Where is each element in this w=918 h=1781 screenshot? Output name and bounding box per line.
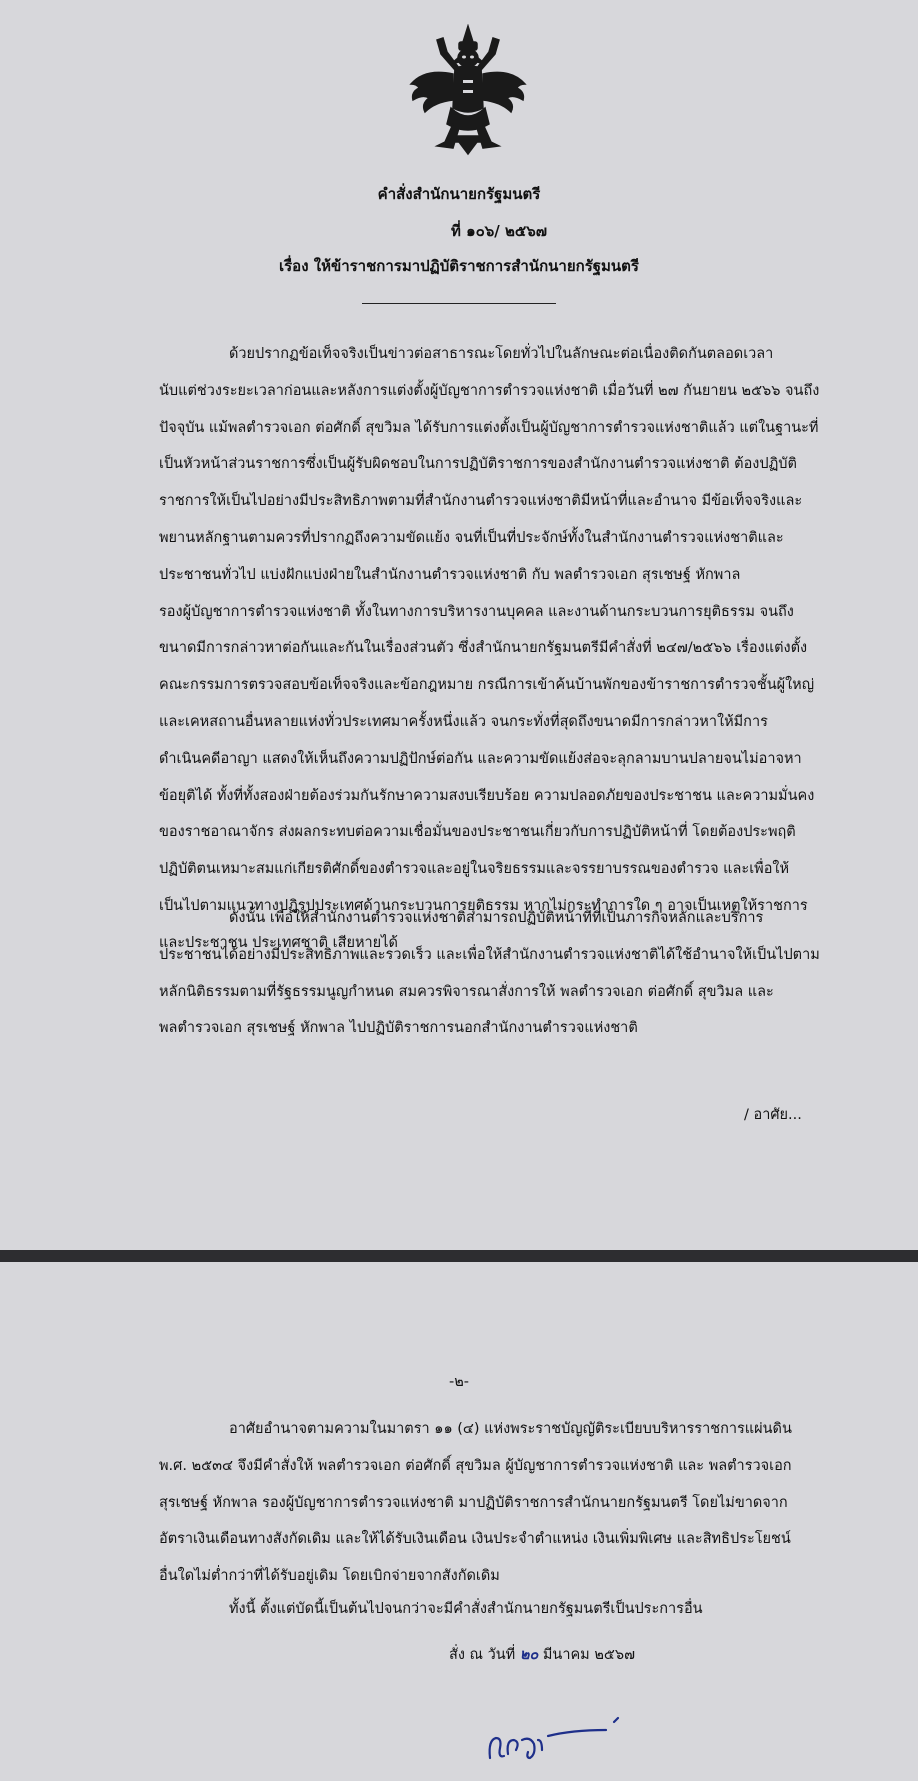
- text-line: ด้วยปรากฏข้อเท็จจริงเป็นข่าวต่อสาธารณะโดยทั่วไปในลักษณะต่อเนื่องติดกันตลอดเวลา: [229, 346, 774, 362]
- page-divider: [0, 1250, 918, 1262]
- text-line: อาศัยอำนาจตามความในมาตรา ๑๑ (๔) แห่งพระราชบัญญัติระเบียบบริหารราชการแผ่นดิน: [229, 1421, 792, 1437]
- text-line: ขนาดมีการกล่าวหาต่อกันและกันในเรื่องส่วนตัว ซึ่งสำนักนายกรัฐมนตรีมีคำสั่งที่ ๒๔๗/๒๕๖๖ เรื่องแต่งตั้ง: [159, 640, 808, 657]
- text-line: เป็นหัวหน้าส่วนราชการซึ่งเป็นผู้รับผิดชอบในการปฏิบัติราชการของสำนักงานตำรวจแห่งชาติ ต้องปฏิบัติ: [159, 456, 797, 473]
- text-line: คณะกรรมการตรวจสอบข้อเท็จจริงและข้อกฎหมาย กรณีการเข้าค้นบ้านพักของข้าราชการตำรวจชั้นผู้ใหญ่: [159, 677, 815, 694]
- order-number: ที่ ๑๐๖/ ๒๕๖๗: [450, 222, 548, 240]
- text-line: พลตำรวจเอก สุรเชษฐ์ หักพาล ไปปฏิบัติราชการนอกสำนักงานตำรวจแห่งชาติ: [159, 1020, 638, 1037]
- text-line: ดำเนินคดีอาญา แสดงให้เห็นถึงความปฏิปักษ์ต่อกัน และความขัดแย้งส่อจะลุกลามบานปลายจนไม่อาจหา: [159, 750, 802, 767]
- continuation-marker: / อาศัย...: [744, 1107, 802, 1123]
- page-2: [0, 1262, 918, 1781]
- garuda-emblem-icon: [407, 24, 529, 156]
- text-line: เป็นไปตามแนวทางปฏิรูปประเทศด้านกระบวนการยุติธรรม หากไม่กระทำการใด ๆ อาจเป็นเหตุให้ราชการ: [159, 898, 808, 914]
- text-line: อัตราเงินเดือนทางสังกัดเดิม และให้ได้รับเงินเดือน เงินประจำตำแหน่ง เงินเพิ่มพิเศษ และสิทธิประโยชน์: [159, 1531, 791, 1548]
- text-line: ประชาชนทั่วไป แบ่งฝักแบ่งฝ่ายในสำนักงานตำรวจแห่งชาติ กับ พลตำรวจเอก สุรเชษฐ์ หักพาล: [159, 566, 741, 583]
- text-line: หลักนิติธรรมตามที่รัฐธรรมนูญกำหนด สมควรพิจารณาสั่งการให้ พลตำรวจเอก ต่อศักดิ์ สุขวิมล และ: [159, 983, 774, 1000]
- text-line: และประชาชน ประเทศชาติ เสียหายได้: [159, 934, 398, 951]
- order-date: [449, 1645, 635, 1665]
- heading-rule: [362, 303, 556, 304]
- text-line: ของราชอาณาจักร ส่งผลกระทบต่อความเชื่อมั่นของประชาชนเกี่ยวกับการปฏิบัติหน้าที่ โดยต้องประพฤติ: [159, 824, 796, 841]
- order-date-prefix: สั่ง ณ วันที่: [449, 1647, 516, 1663]
- text-line: อื่นใดไม่ต่ำกว่าที่ได้รับอยู่เดิม โดยเบิกจ่ายจากสังกัดเดิม: [159, 1568, 500, 1585]
- page-number: -๒-: [448, 1374, 470, 1390]
- order-date-suffix: มีนาคม ๒๕๖๗: [542, 1647, 635, 1663]
- text-line: พ.ศ. ๒๕๓๔ จึงมีคำสั่งให้ พลตำรวจเอก ต่อศักดิ์ สุขวิมล ผู้บัญชาการตำรวจแห่งชาติ และ พลตำรวจเอก: [159, 1457, 792, 1474]
- text-line: ปัจจุบัน แม้พลตำรวจเอก ต่อศักดิ์ สุขวิมล ได้รับการแต่งตั้งเป็นผู้บัญชาการตำรวจแห่งชาติแล้ว แต่ในฐานะที่: [159, 419, 819, 436]
- order-heading: คำสั่งสำนักนายกรัฐมนตรี: [377, 185, 541, 203]
- text-line: พยานหลักฐานตามควรที่ปรากฏถึงความขัดแย้ง จนที่เป็นที่ประจักษ์ทั้งในสำนักงานตำรวจแห่งชาติและ: [159, 530, 784, 546]
- text-line: ราชการให้เป็นไปอย่างมีประสิทธิภาพตามที่สำนักงานตำรวจแห่งชาติมีหน้าที่และอำนาจ มีข้อเท็จจริงและ: [159, 493, 803, 510]
- text-line: สุรเชษฐ์ หักพาล รองผู้บัญชาการตำรวจแห่งชาติ มาปฏิบัติราชการสำนักนายกรัฐมนตรี โดยไม่ขาดจาก: [159, 1494, 788, 1511]
- text-line: ประชาชนได้อย่างมีประสิทธิภาพและรวดเร็ว และเพื่อให้สำนักงานตำรวจแห่งชาติได้ใช้อำนาจให้เป็นไปตาม: [159, 946, 820, 963]
- text-line: รองผู้บัญชาการตำรวจแห่งชาติ ทั้งในทางการบริหารงานบุคคล และงานด้านกระบวนการยุติธรรม จนถึง: [159, 603, 794, 620]
- text-line: ปฏิบัติตนเหมาะสมแก่เกียรติศักดิ์ของตำรวจและอยู่ในจริยธรรมและจรรยาบรรณของตำรวจ และเพื่อให้: [159, 861, 790, 878]
- order-subject: เรื่อง ให้ข้าราชการมาปฏิบัติราชการสำนักนายกรัฐมนตรี: [279, 257, 639, 275]
- order-date-day: ๒๐: [519, 1647, 539, 1663]
- text-line: ข้อยุติได้ ทั้งที่ทั้งสองฝ่ายต้องร่วมกันรักษาความสงบเรียบร้อย ความปลอดภัยของประชาชน และความมั่นคง: [159, 787, 815, 804]
- text-line: นับแต่ช่วงระยะเวลาก่อนและหลังการแต่งตั้งผู้บัญชาการตำรวจแห่งชาติ เมื่อวันที่ ๒๗ กันยายน ๒๕๖๖ จนถึง: [159, 382, 820, 399]
- signature-icon: [486, 1700, 626, 1764]
- text-line: และเคหสถานอื่นหลายแห่งทั่วประเทศมาครั้งหนึ่งแล้ว จนกระทั่งที่สุดถึงขนาดมีการกล่าวหาให้มีการ: [159, 714, 768, 730]
- text-line: ดังนั้น เพื่อให้สำนักงานตำรวจแห่งชาติสามารถปฏิบัติหน้าที่ที่เป็นภารกิจหลักและบริการ: [229, 910, 764, 926]
- effective-clause: ทั้งนี้ ตั้งแต่บัดนี้เป็นต้นไปจนกว่าจะมีคำสั่งสำนักนายกรัฐมนตรีเป็นประการอื่น: [229, 1601, 703, 1617]
